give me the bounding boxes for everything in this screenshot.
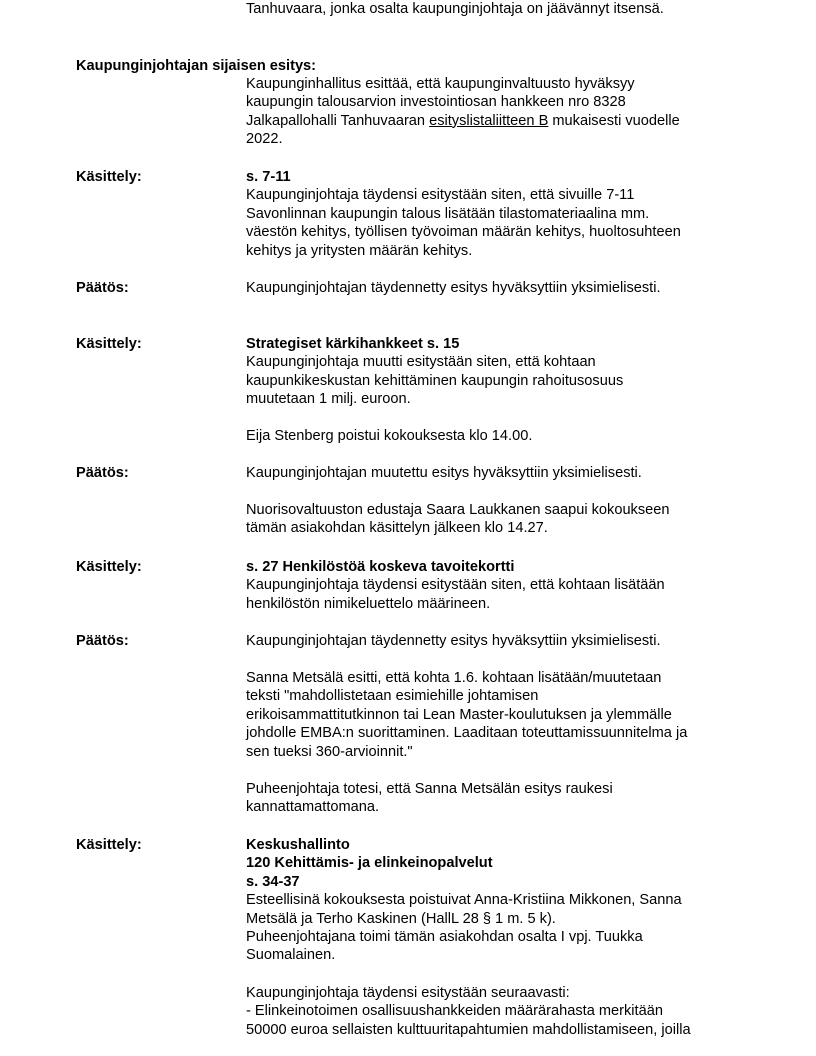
text-line: Esteellisinä kokouksesta poistuivat Anna-Kristiina Mikkonen, Sanna: [246, 892, 682, 909]
section-body: [246, 335, 746, 409]
text-line: 50000 euroa sellaisten kulttuuritapahtumien mahdollistamiseen, joilla: [246, 1021, 691, 1038]
section-label: Käsittely:: [76, 559, 142, 575]
text-line: Tanhuvaara, jonka osalta kaupunginjohtaja on jäävännyt itsensä.: [246, 1, 664, 17]
section-body: [246, 632, 746, 650]
text-line: Puheenjohtajana toimi tämän asiakohdan osalta I vpj. Tuukka: [246, 929, 643, 946]
section-label: Päätös:: [76, 633, 129, 649]
section-heading: 120 Kehittämis- ja elinkeinopalvelut: [246, 855, 493, 872]
text-line: Puheenjohtaja totesi, että Sanna Metsälän esitys raukesi: [246, 781, 613, 797]
section-paragraph: [246, 984, 746, 1039]
section-heading: s. 34-37: [246, 873, 300, 890]
text-line: tämän asiakohdan käsittelyn jälkeen klo 14.27.: [246, 520, 548, 537]
text-line: muutetaan 1 milj. euroon.: [246, 391, 411, 408]
text-line: erikoisammattitutkinnon tai Lean Master-koulutuksen ja ylemmälle: [246, 706, 672, 723]
text-line: henkilöstön nimikeluettelo määrineen.: [246, 595, 491, 612]
text-line: - Elinkeinotoimen osallisuushankkeiden määrärahasta merkitään: [246, 1003, 663, 1020]
deputy-proposal-body: [246, 75, 746, 149]
text-line: Kaupunginjohtaja täydensi esitystään siten, että kohtaan lisätään: [246, 577, 665, 594]
section-paragraph: [246, 669, 746, 761]
text-line: kaupunkikeskustan kehittäminen kaupungin rahoitusosuus: [246, 372, 624, 389]
text-line: Kaupunginhallitus esittää, että kaupunginvaltuusto hyväksyy: [246, 76, 635, 92]
text-fragment: mukaisesti vuodelle: [548, 112, 680, 129]
text-line: kannattamattomana.: [246, 799, 380, 816]
section-label: Käsittely:: [76, 169, 142, 185]
section-heading: Strategiset kärkihankkeet s. 15: [246, 336, 460, 352]
text-line: Kaupunginjohtaja muutti esitystään siten, että kohtaan: [246, 354, 596, 371]
section-note: [246, 427, 746, 445]
text-line: [246, 112, 746, 130]
continuation-paragraph: [246, 0, 746, 18]
section-label: Käsittely:: [76, 336, 142, 352]
text-line: Kaupunginjohtajan täydennetty esitys hyväksyttiin yksimielisesti.: [246, 280, 661, 296]
text-line: sen tueksi 360-arvioinnit.": [246, 743, 413, 760]
text-line: Suomalainen.: [246, 947, 336, 964]
text-line: Eija Stenberg poistui kokouksesta klo 14.00.: [246, 428, 533, 444]
section-body: [246, 836, 746, 965]
text-line: väestön kehitys, työllisen työvoiman määrän kehitys, huoltosuhteen: [246, 224, 681, 241]
section-label: Käsittely:: [76, 837, 142, 853]
text-line: Kaupunginjohtajan muutettu esitys hyväksyttiin yksimielisesti.: [246, 465, 642, 481]
text-line: Nuorisovaltuuston edustaja Saara Laukkanen saapui kokoukseen: [246, 502, 670, 518]
text-line: Sanna Metsälä esitti, että kohta 1.6. kohtaan lisätään/muutetaan: [246, 670, 662, 686]
section-label: Päätös:: [76, 465, 129, 481]
section-paragraph: [246, 780, 746, 817]
text-line: 2022.: [246, 131, 283, 148]
deputy-proposal-heading: Kaupunginjohtajan sijaisen esitys:: [76, 58, 317, 74]
text-line: Kaupunginjohtaja täydensi esitystään siten, että sivuille 7-11: [246, 187, 635, 204]
section-heading: Keskushallinto: [246, 837, 350, 853]
section-body: [246, 558, 746, 613]
section-heading: s. 7-11: [246, 169, 291, 185]
text-line: Kaupunginjohtaja täydensi esitystään seuraavasti:: [246, 985, 570, 1001]
text-line: kaupungin talousarvion investointiosan hankkeen nro 8328: [246, 94, 626, 111]
section-note: [246, 501, 746, 538]
text-fragment: Jalkapallohalli Tanhuvaaran: [246, 112, 430, 129]
text-line: teksti "mahdollistetaan esimiehille johtamisen: [246, 688, 539, 705]
text-line: kehitys ja yritysten määrän kehitys.: [246, 242, 473, 259]
section-heading: s. 27 Henkilöstöä koskeva tavoitekortti: [246, 559, 515, 575]
text-line: Metsälä ja Terho Kaskinen (HallL 28 § 1 m. 5 k).: [246, 910, 556, 927]
section-label: Päätös:: [76, 280, 129, 296]
text-line: Savonlinnan kaupungin talous lisätään tilastomateriaalina mm.: [246, 205, 650, 222]
section-body: [246, 464, 746, 482]
attachment-b-link[interactable]: esityslistaliitteen B: [429, 112, 549, 129]
text-line: johdolle EMBA:n suorittaminen. Laaditaan toteuttamissuunnitelma ja: [246, 725, 688, 742]
text-line: Kaupunginjohtajan täydennetty esitys hyväksyttiin yksimielisesti.: [246, 633, 661, 649]
section-body: [246, 279, 746, 297]
section-body: [246, 168, 746, 260]
